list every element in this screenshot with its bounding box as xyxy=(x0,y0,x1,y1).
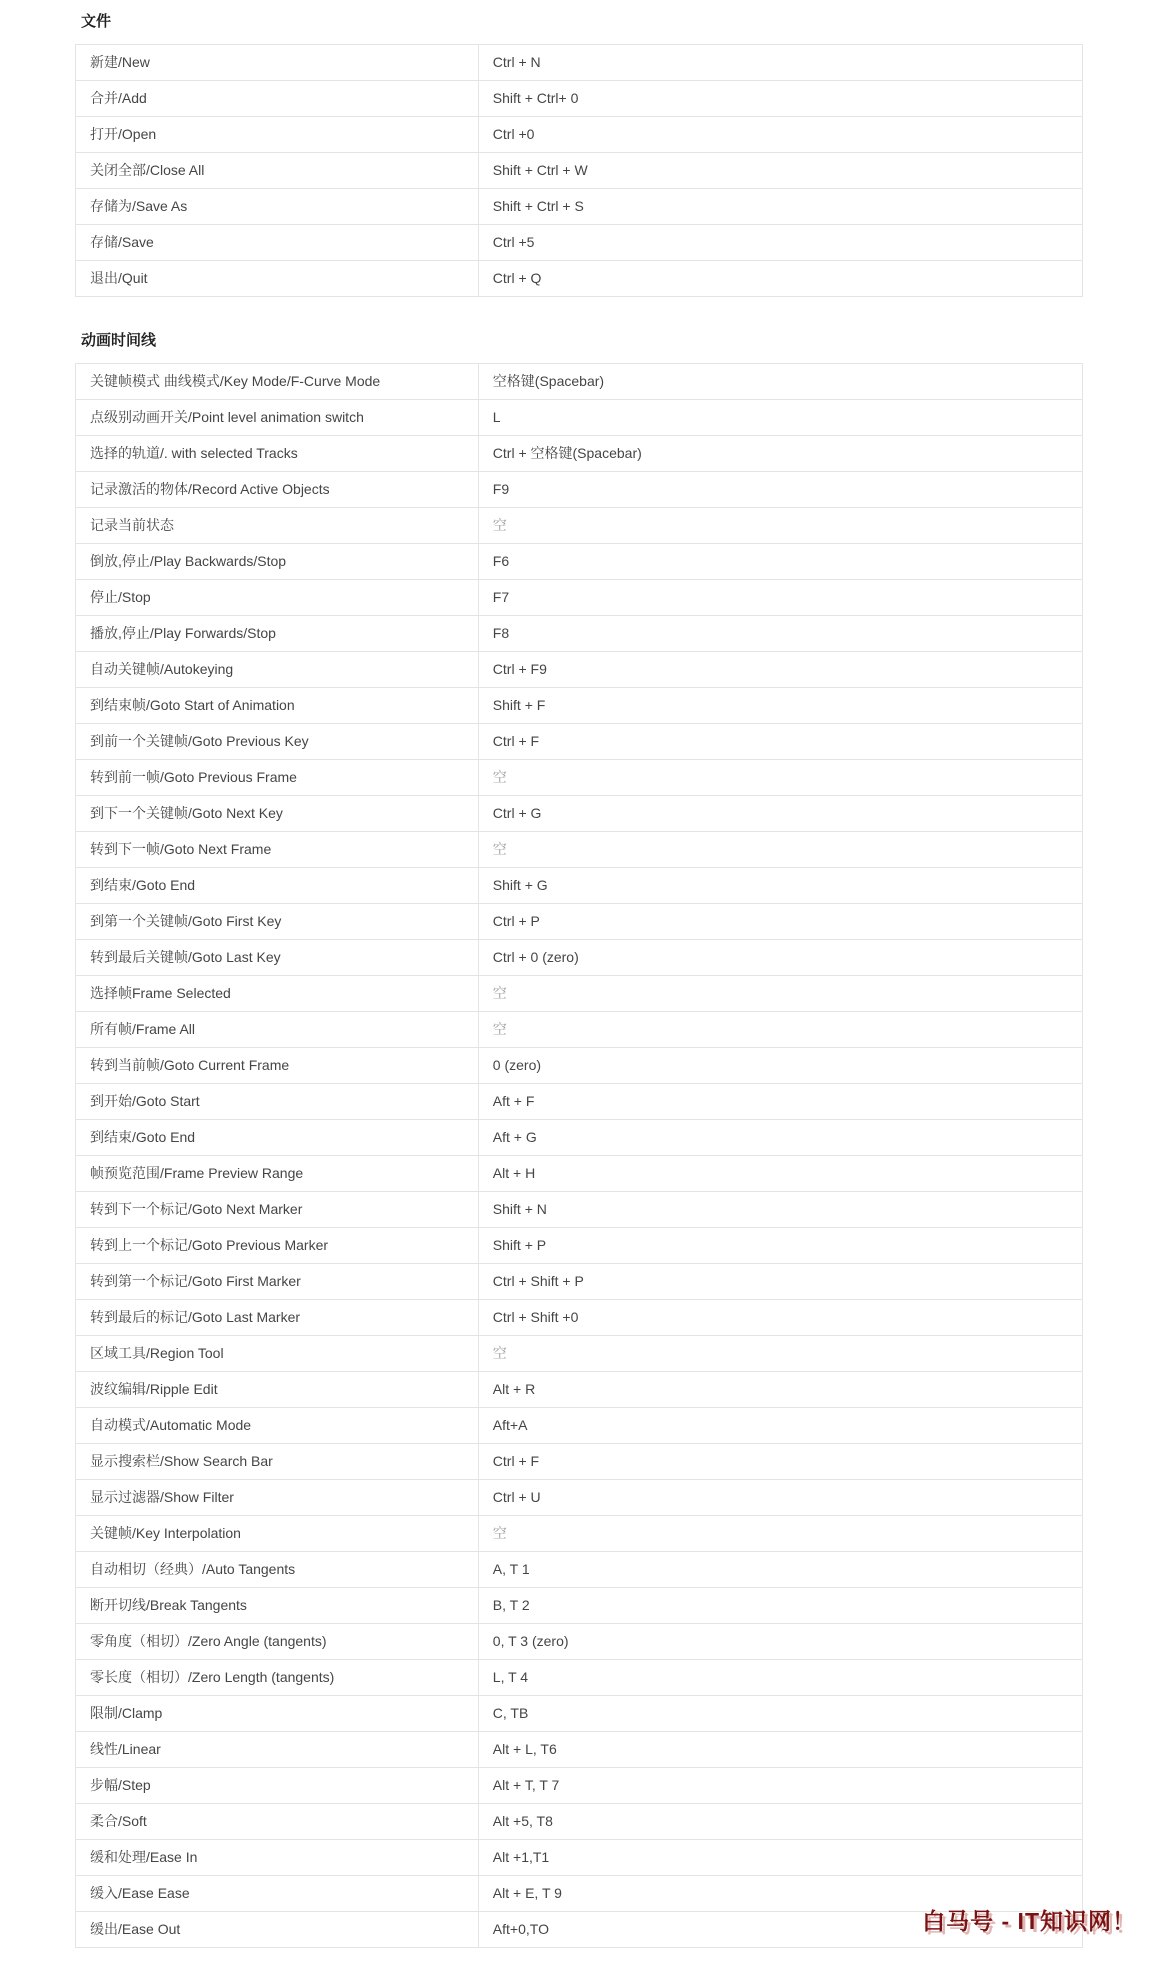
action-cell: 转到第一个标记/Goto First Marker xyxy=(76,1264,479,1300)
keys-cell: Shift + Ctrl + W xyxy=(478,153,1082,189)
table-row xyxy=(76,1372,1083,1408)
table-row xyxy=(76,472,1083,508)
table-row xyxy=(76,1660,1083,1696)
keys-cell: Ctrl + F xyxy=(478,1444,1082,1480)
table-row xyxy=(76,1048,1083,1084)
shortcut-section xyxy=(75,12,1083,297)
keys-cell: Aft + F xyxy=(478,1084,1082,1120)
table-row xyxy=(76,652,1083,688)
table-row xyxy=(76,904,1083,940)
action-cell: 关键帧模式 曲线模式/Key Mode/F-Curve Mode xyxy=(76,364,479,400)
table-row xyxy=(76,1228,1083,1264)
table-row xyxy=(76,45,1083,81)
action-cell: 合并/Add xyxy=(76,81,479,117)
keys-cell: Alt + H xyxy=(478,1156,1082,1192)
shortcut-table-body xyxy=(76,364,1083,1948)
keys-cell: 空 xyxy=(478,760,1082,796)
action-cell: 自动关键帧/Autokeying xyxy=(76,652,479,688)
action-cell: 存储/Save xyxy=(76,225,479,261)
keys-cell: 空 xyxy=(478,508,1082,544)
table-row xyxy=(76,832,1083,868)
action-cell: 新建/New xyxy=(76,45,479,81)
action-cell: 到开始/Goto Start xyxy=(76,1084,479,1120)
table-row xyxy=(76,1408,1083,1444)
keys-cell: Ctrl + Shift + P xyxy=(478,1264,1082,1300)
action-cell: 记录激活的物体/Record Active Objects xyxy=(76,472,479,508)
site-watermark: 白马号 - IT知识网！ xyxy=(922,1908,1136,1934)
action-cell: 显示过滤器/Show Filter xyxy=(76,1480,479,1516)
table-row xyxy=(76,1264,1083,1300)
keys-cell: Alt + L, T6 xyxy=(478,1732,1082,1768)
keys-cell: Ctrl +0 xyxy=(478,117,1082,153)
action-cell: 到第一个关键帧/Goto First Key xyxy=(76,904,479,940)
action-cell: 限制/Clamp xyxy=(76,1696,479,1732)
keys-cell: Aft+0,TO xyxy=(478,1912,1082,1948)
keys-cell: F6 xyxy=(478,544,1082,580)
table-row xyxy=(76,1120,1083,1156)
keys-cell: Shift + Ctrl + S xyxy=(478,189,1082,225)
action-cell: 转到前一帧/Goto Previous Frame xyxy=(76,760,479,796)
table-row xyxy=(76,1840,1083,1876)
table-row xyxy=(76,1516,1083,1552)
table-row xyxy=(76,400,1083,436)
keys-cell: A, T 1 xyxy=(478,1552,1082,1588)
keys-cell: Ctrl + N xyxy=(478,45,1082,81)
table-row xyxy=(76,544,1083,580)
action-cell: 自动模式/Automatic Mode xyxy=(76,1408,479,1444)
table-row xyxy=(76,81,1083,117)
keys-cell: Ctrl + 空格键(Spacebar) xyxy=(478,436,1082,472)
action-cell: 到结束/Goto End xyxy=(76,1120,479,1156)
action-cell: 到结束帧/Goto Start of Animation xyxy=(76,688,479,724)
keys-cell: F7 xyxy=(478,580,1082,616)
table-row xyxy=(76,364,1083,400)
keys-cell: Shift + N xyxy=(478,1192,1082,1228)
keys-cell: Shift + P xyxy=(478,1228,1082,1264)
keys-cell: Ctrl + Q xyxy=(478,261,1082,297)
action-cell: 线性/Linear xyxy=(76,1732,479,1768)
action-cell: 波纹编辑/Ripple Edit xyxy=(76,1372,479,1408)
shortcut-section xyxy=(75,331,1083,1948)
table-row xyxy=(76,189,1083,225)
shortcut-table-body xyxy=(76,45,1083,297)
action-cell: 所有帧/Frame All xyxy=(76,1012,479,1048)
table-row xyxy=(76,940,1083,976)
action-cell: 缓和处理/Ease In xyxy=(76,1840,479,1876)
shortcut-table xyxy=(75,44,1083,297)
action-cell: 到前一个关键帧/Goto Previous Key xyxy=(76,724,479,760)
action-cell: 转到最后关键帧/Goto Last Key xyxy=(76,940,479,976)
keys-cell: Shift + G xyxy=(478,868,1082,904)
keys-cell: Aft + G xyxy=(478,1120,1082,1156)
keys-cell: B, T 2 xyxy=(478,1588,1082,1624)
action-cell: 自动相切（经典）/Auto Tangents xyxy=(76,1552,479,1588)
action-cell: 转到当前帧/Goto Current Frame xyxy=(76,1048,479,1084)
table-row xyxy=(76,796,1083,832)
action-cell: 转到上一个标记/Goto Previous Marker xyxy=(76,1228,479,1264)
table-row xyxy=(76,580,1083,616)
action-cell: 转到下一帧/Goto Next Frame xyxy=(76,832,479,868)
keys-cell: Aft+A xyxy=(478,1408,1082,1444)
action-cell: 选择帧Frame Selected xyxy=(76,976,479,1012)
table-row xyxy=(76,117,1083,153)
action-cell: 零角度（相切）/Zero Angle (tangents) xyxy=(76,1624,479,1660)
keys-cell: C, TB xyxy=(478,1696,1082,1732)
table-row xyxy=(76,1732,1083,1768)
keys-cell: L, T 4 xyxy=(478,1660,1082,1696)
table-row xyxy=(76,724,1083,760)
keys-cell: L xyxy=(478,400,1082,436)
keys-cell: 0 (zero) xyxy=(478,1048,1082,1084)
action-cell: 断开切线/Break Tangents xyxy=(76,1588,479,1624)
action-cell: 零长度（相切）/Zero Length (tangents) xyxy=(76,1660,479,1696)
table-row xyxy=(76,616,1083,652)
table-row xyxy=(76,1696,1083,1732)
keys-cell: Ctrl + U xyxy=(478,1480,1082,1516)
keys-cell: 0, T 3 (zero) xyxy=(478,1624,1082,1660)
table-row xyxy=(76,760,1083,796)
action-cell: 点级别动画开关/Point level animation switch xyxy=(76,400,479,436)
keys-cell: 空 xyxy=(478,1012,1082,1048)
table-row xyxy=(76,1084,1083,1120)
action-cell: 区域工具/Region Tool xyxy=(76,1336,479,1372)
action-cell: 打开/Open xyxy=(76,117,479,153)
keys-cell: 空 xyxy=(478,976,1082,1012)
keys-cell: Alt + T, T 7 xyxy=(478,1768,1082,1804)
table-row xyxy=(76,436,1083,472)
keys-cell: Ctrl + G xyxy=(478,796,1082,832)
keys-cell: Alt + R xyxy=(478,1372,1082,1408)
table-row xyxy=(76,1768,1083,1804)
keys-cell: Shift + F xyxy=(478,688,1082,724)
action-cell: 播放,停止/Play Forwards/Stop xyxy=(76,616,479,652)
action-cell: 缓入/Ease Ease xyxy=(76,1876,479,1912)
action-cell: 到结束/Goto End xyxy=(76,868,479,904)
section-title: 动画时间线 xyxy=(81,332,157,349)
action-cell: 退出/Quit xyxy=(76,261,479,297)
action-cell: 柔合/Soft xyxy=(76,1804,479,1840)
keys-cell: Alt +1,T1 xyxy=(478,1840,1082,1876)
action-cell: 显示搜索栏/Show Search Bar xyxy=(76,1444,479,1480)
keys-cell: 空格键(Spacebar) xyxy=(478,364,1082,400)
action-cell: 倒放,停止/Play Backwards/Stop xyxy=(76,544,479,580)
table-row xyxy=(76,153,1083,189)
table-row xyxy=(76,1336,1083,1372)
table-row xyxy=(76,1804,1083,1840)
action-cell: 转到下一个标记/Goto Next Marker xyxy=(76,1192,479,1228)
table-row xyxy=(76,1624,1083,1660)
action-cell: 关闭全部/Close All xyxy=(76,153,479,189)
table-row xyxy=(76,1444,1083,1480)
keys-cell: 空 xyxy=(478,1336,1082,1372)
shortcut-table xyxy=(75,363,1083,1948)
keys-cell: F9 xyxy=(478,472,1082,508)
keys-cell: Ctrl + Shift +0 xyxy=(478,1300,1082,1336)
table-row xyxy=(76,1300,1083,1336)
keys-cell: Shift + Ctrl+ 0 xyxy=(478,81,1082,117)
keys-cell: Alt + E, T 9 xyxy=(478,1876,1082,1912)
action-cell: 记录当前状态 xyxy=(76,508,479,544)
action-cell: 停止/Stop xyxy=(76,580,479,616)
action-cell: 步幅/Step xyxy=(76,1768,479,1804)
action-cell: 关键帧/Key Interpolation xyxy=(76,1516,479,1552)
keys-cell: 空 xyxy=(478,832,1082,868)
section-title: 文件 xyxy=(81,13,112,30)
keys-cell: 空 xyxy=(478,1516,1082,1552)
keys-cell: Alt +5, T8 xyxy=(478,1804,1082,1840)
keys-cell: F8 xyxy=(478,616,1082,652)
table-row xyxy=(76,688,1083,724)
action-cell: 转到最后的标记/Goto Last Marker xyxy=(76,1300,479,1336)
table-row xyxy=(76,1156,1083,1192)
table-row xyxy=(76,1012,1083,1048)
table-row xyxy=(76,976,1083,1012)
keys-cell: Ctrl + 0 (zero) xyxy=(478,940,1082,976)
keys-cell: Ctrl + F9 xyxy=(478,652,1082,688)
action-cell: 缓出/Ease Out xyxy=(76,1912,479,1948)
action-cell: 到下一个关键帧/Goto Next Key xyxy=(76,796,479,832)
keys-cell: Ctrl + P xyxy=(478,904,1082,940)
table-row xyxy=(76,1480,1083,1516)
keys-cell: Ctrl +5 xyxy=(478,225,1082,261)
table-row xyxy=(76,225,1083,261)
table-row xyxy=(76,261,1083,297)
table-row xyxy=(76,868,1083,904)
table-row xyxy=(76,1192,1083,1228)
action-cell: 存储为/Save As xyxy=(76,189,479,225)
keys-cell: Ctrl + F xyxy=(478,724,1082,760)
action-cell: 选择的轨道/. with selected Tracks xyxy=(76,436,479,472)
table-row xyxy=(76,1588,1083,1624)
table-row xyxy=(76,1552,1083,1588)
action-cell: 帧预览范围/Frame Preview Range xyxy=(76,1156,479,1192)
table-row xyxy=(76,508,1083,544)
